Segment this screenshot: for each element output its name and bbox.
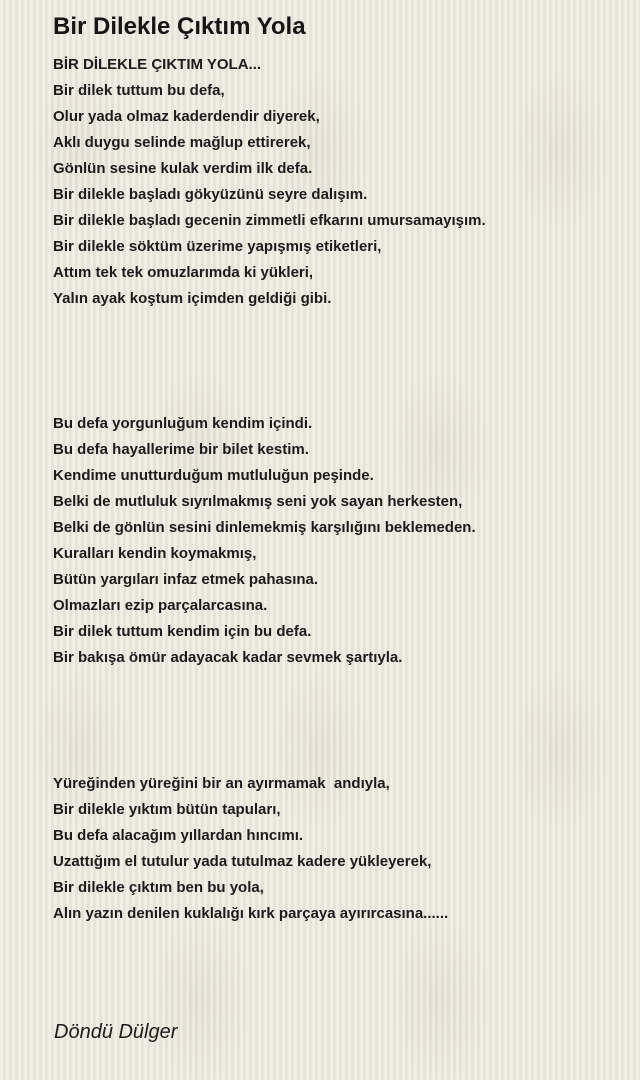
poem-line: Bir dilek tuttum bu defa, bbox=[53, 82, 225, 99]
poem-line: Attım tek tek omuzlarımda ki yükleri, bbox=[53, 264, 314, 281]
poem-line: Kuralları kendin koymakmış, bbox=[53, 545, 257, 562]
poem-title: Bir Dilekle Çıktım Yola bbox=[53, 13, 306, 40]
poem-line: Aklı duygu selinde mağlup ettirerek, bbox=[53, 134, 311, 151]
poem-line: Bir dilekle başladı gökyüzünü seyre dalışım. bbox=[53, 186, 368, 203]
poem-line: Bir bakışa ömür adayacak kadar sevmek şartıyla. bbox=[53, 649, 403, 666]
poem-line: Bir dilekle başladı gecenin zimmetli efkarını umursamayışım. bbox=[53, 212, 486, 229]
poem-line: Bir dilek tuttum kendim için bu defa. bbox=[53, 623, 312, 640]
poem-line: Uzattığım el tutulur yada tutulmaz kadere yükleyerek, bbox=[53, 853, 432, 870]
poem-line: Belki de gönlün sesini dinlemekmiş karşılığını beklemeden. bbox=[53, 519, 476, 536]
poem-line: Bir dilekle çıktım ben bu yola, bbox=[53, 879, 264, 896]
poem-line: Gönlün sesine kulak verdim ilk defa. bbox=[53, 160, 313, 177]
poem-line: Alın yazın denilen kuklalığı kırk parçaya ayırırcasına...... bbox=[53, 905, 449, 922]
poem-line: Bir dilekle söktüm üzerime yapışmış etiketleri, bbox=[53, 238, 382, 255]
poem-line: Bu defa alacağım yıllardan hıncımı. bbox=[53, 827, 304, 844]
poem-line: Yalın ayak koştum içimden geldiği gibi. bbox=[53, 290, 332, 307]
poem-line: Belki de mutluluk sıyrılmakmış seni yok sayan herkesten, bbox=[53, 493, 463, 510]
poem-stanza-3 bbox=[53, 771, 448, 927]
poem-author: Döndü Dülger bbox=[54, 1021, 178, 1043]
poem-line: Bu defa hayallerime bir bilet kestim. bbox=[53, 441, 309, 458]
poem-line: Bu defa yorgunluğum kendim içindi. bbox=[53, 415, 313, 432]
poem-stanza-1 bbox=[53, 52, 486, 312]
poem-stanza-2 bbox=[53, 411, 476, 671]
poem-line: Kendime unutturduğum mutluluğun peşinde. bbox=[53, 467, 374, 484]
poem-line: Bütün yargıları infaz etmek pahasına. bbox=[53, 571, 319, 588]
poem-line: BİR DİLEKLE ÇIKTIM YOLA... bbox=[53, 56, 262, 73]
poem-line: Olur yada olmaz kaderdendir diyerek, bbox=[53, 108, 320, 125]
poem-line: Olmazları ezip parçalarcasına. bbox=[53, 597, 268, 614]
poem-line: Bir dilekle yıktım bütün tapuları, bbox=[53, 801, 281, 818]
poem-line: Yüreğinden yüreğini bir an ayırmamak andıyla, bbox=[53, 775, 390, 792]
